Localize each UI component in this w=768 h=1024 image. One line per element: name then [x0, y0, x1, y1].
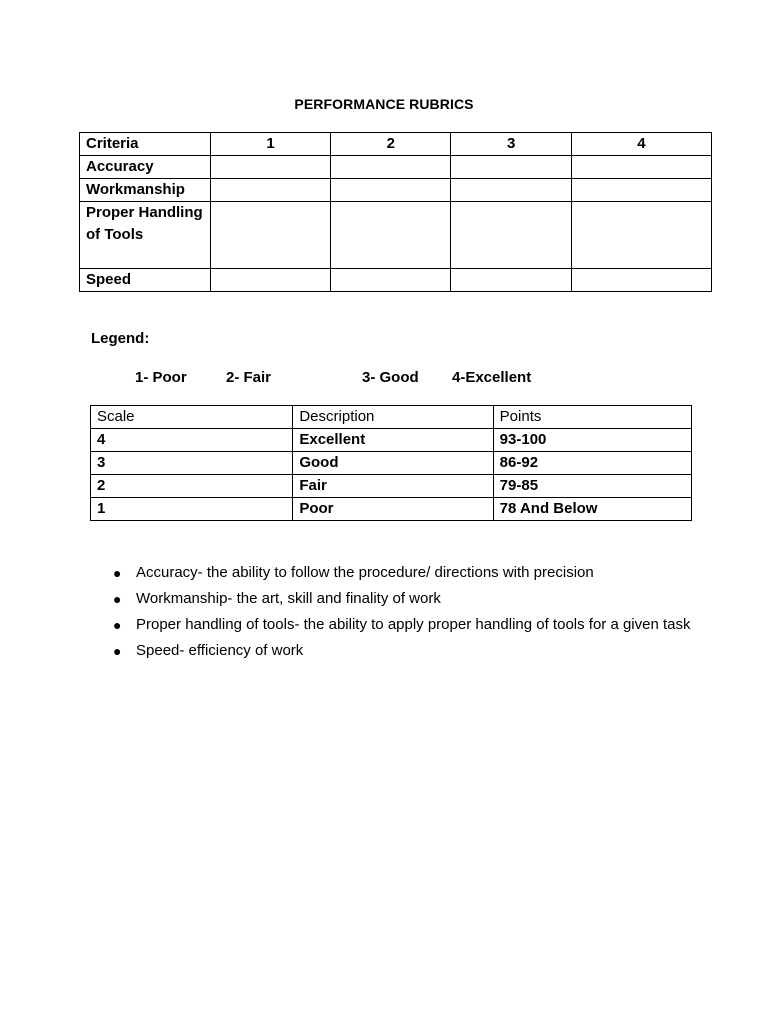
table-row — [80, 179, 712, 202]
scale-description: Fair — [293, 475, 493, 498]
rubric-criteria-speed: Speed — [80, 269, 211, 292]
scale-value: 4 — [91, 429, 293, 452]
rubric-score-cell[interactable] — [451, 156, 571, 179]
legend-item-poor: 1- Poor — [135, 369, 187, 386]
rubric-header-criteria: Criteria — [80, 133, 211, 156]
scale-points: 79-85 — [493, 475, 691, 498]
scale-value: 3 — [91, 452, 293, 475]
rubric-score-cell[interactable] — [571, 202, 711, 269]
rubric-score-cell[interactable] — [571, 269, 711, 292]
definition-speed: Speed- efficiency of work — [136, 642, 304, 659]
table-row — [91, 475, 692, 498]
legend-item-fair: 2- Fair — [226, 369, 272, 386]
rubric-header-row — [80, 133, 712, 156]
scale-description: Good — [293, 452, 493, 475]
scale-description: Excellent — [293, 429, 493, 452]
rubric-table — [79, 132, 712, 292]
scale-value: 2 — [91, 475, 293, 498]
rubric-score-cell[interactable] — [331, 156, 451, 179]
scale-header-points: Points — [493, 406, 691, 429]
scale-table — [90, 405, 692, 521]
legend-item-good: 3- Good — [362, 369, 419, 386]
rubric-score-cell[interactable] — [210, 269, 330, 292]
definition-accuracy: Accuracy- the ability to follow the procedure/ directions with precision — [136, 564, 594, 581]
rubric-score-cell[interactable] — [331, 269, 451, 292]
rubric-score-cell[interactable] — [331, 202, 451, 269]
rubric-criteria-handling-of-tools: Proper Handling of Tools — [80, 202, 211, 269]
scale-header-description: Description — [293, 406, 493, 429]
rubric-score-cell[interactable] — [210, 202, 330, 269]
definitions-list — [0, 560, 768, 664]
rubric-score-cell[interactable] — [210, 156, 330, 179]
rubric-score-cell[interactable] — [451, 269, 571, 292]
bullet-icon: ● — [113, 591, 122, 607]
table-row — [80, 269, 712, 292]
rubric-criteria-accuracy: Accuracy — [80, 156, 211, 179]
table-row — [80, 156, 712, 179]
definition-workmanship: Workmanship- the art, skill and finality of work — [136, 590, 441, 607]
table-row — [80, 202, 712, 269]
scale-points: 78 And Below — [493, 498, 691, 521]
rubric-score-cell[interactable] — [331, 179, 451, 202]
table-row — [91, 452, 692, 475]
legend-heading: Legend: — [91, 330, 150, 347]
list-item — [0, 638, 696, 664]
page-title: PERFORMANCE RUBRICS — [294, 96, 474, 112]
legend-item-excellent: 4-Excellent — [452, 369, 532, 386]
rubric-header-score-1: 1 — [210, 133, 330, 156]
table-row — [91, 498, 692, 521]
bullet-icon: ● — [113, 643, 122, 659]
list-item — [0, 560, 696, 586]
rubric-header-score-2: 2 — [331, 133, 451, 156]
scale-description: Poor — [293, 498, 493, 521]
definition-handling-of-tools: Proper handling of tools- the ability to apply proper handling of tools for a given task — [136, 616, 691, 633]
bullet-icon: ● — [113, 565, 122, 581]
rubric-score-cell[interactable] — [210, 179, 330, 202]
scale-points: 86-92 — [493, 452, 691, 475]
list-item — [0, 586, 696, 612]
scale-header-scale: Scale — [91, 406, 293, 429]
rubric-header-score-3: 3 — [451, 133, 571, 156]
rubric-score-cell[interactable] — [451, 179, 571, 202]
list-item — [0, 612, 696, 638]
bullet-icon: ● — [113, 617, 122, 633]
rubric-header-score-4: 4 — [571, 133, 711, 156]
scale-points: 93-100 — [493, 429, 691, 452]
rubric-score-cell[interactable] — [571, 156, 711, 179]
rubric-score-cell[interactable] — [451, 202, 571, 269]
rubric-criteria-workmanship: Workmanship — [80, 179, 211, 202]
scale-header-row — [91, 406, 692, 429]
scale-value: 1 — [91, 498, 293, 521]
rubric-score-cell[interactable] — [571, 179, 711, 202]
table-row — [91, 429, 692, 452]
